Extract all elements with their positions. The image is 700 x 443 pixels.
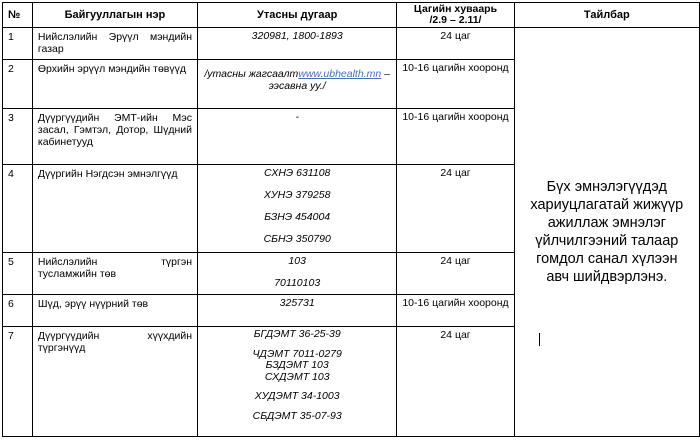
schedule-cell: 24 цаг xyxy=(397,327,514,437)
phone-cell xyxy=(198,28,397,60)
org-name: Шүд, эрүү нүүрний төв xyxy=(32,295,197,327)
org-name: Нийслэлийн түргэн тусламжийн төв xyxy=(32,253,197,295)
phone-number: 103 xyxy=(288,255,306,267)
org-name: Дүүргүүдийн хүүхдийн түргэнүүд xyxy=(32,327,197,437)
phone-number: СХДЭМТ 103 xyxy=(264,370,330,383)
row-number: 5 xyxy=(3,253,33,295)
phone-number: ЧДЭМТ 7011-0279 xyxy=(252,347,342,360)
phone-number: - xyxy=(295,111,299,123)
schedule-cell: 10-16 цагийн хооронд xyxy=(397,295,514,327)
note-cell xyxy=(514,28,699,437)
phone-number: 325731 xyxy=(279,297,315,309)
phone-cell xyxy=(198,109,397,165)
header-schedule xyxy=(397,3,514,28)
row-number: 1 xyxy=(3,28,33,60)
phone-number: СБНЭ 350790 xyxy=(263,233,331,245)
row-number: 3 xyxy=(3,109,33,165)
header-schedule-dates: /2.9 – 2.11/ xyxy=(429,14,482,26)
info-table xyxy=(2,2,700,437)
text-cursor xyxy=(539,333,540,346)
phone-cell xyxy=(198,60,397,109)
schedule-cell: 10-16 цагийн хооронд xyxy=(397,109,514,165)
org-name: Нийслэлийн Эрүүл мэндийн газар xyxy=(32,28,197,60)
row-number: 6 xyxy=(3,295,33,327)
header-name: Байгууллагын нэр xyxy=(32,3,197,28)
phone-number: БЗДЭМТ 103 xyxy=(265,359,329,371)
org-name: Өрхийн эрүүл мэндийн төвүүд xyxy=(32,60,197,109)
header-phone: Утасны дугаар xyxy=(198,3,397,28)
header-row xyxy=(3,3,700,28)
row-number: 7 xyxy=(3,327,33,437)
phone-cell xyxy=(198,327,397,437)
schedule-cell: 24 цаг xyxy=(397,28,514,60)
phone-list-note: /утасны жагсаалт xyxy=(204,68,299,80)
phone-number: 320981, 1800-1893 xyxy=(251,30,343,42)
ubhealth-link[interactable]: www.ubhealth.mn xyxy=(298,68,382,80)
org-name: Дүүргүүдийн ЭМТ-ийн Мэс засал, Гэмтэл, Дотор, Шүдний кабинетууд xyxy=(32,109,197,165)
schedule-cell: 24 цаг xyxy=(397,253,514,295)
note-text: Бүх эмнэлэгүүдэд хариуцлагатай жижүүр ажиллаж эмнэлэг үйлчилгээний талаар гомдол санал хүлээн авч шийдвэрлэнэ. xyxy=(530,179,684,285)
schedule-cell: 10-16 цагийн хооронд xyxy=(397,60,514,109)
phone-cell xyxy=(198,253,397,295)
phone-number: БГДЭМТ 36-25-39 xyxy=(253,328,341,340)
header-no: № xyxy=(3,3,33,28)
header-schedule-title: Цагийн хуваарь xyxy=(413,3,498,15)
row-number: 2 xyxy=(3,60,33,109)
phone-number: 70110103 xyxy=(274,277,321,289)
phone-number: БЗНЭ 454004 xyxy=(264,211,331,223)
table-row xyxy=(3,28,700,60)
header-note: Тайлбар xyxy=(514,3,699,28)
phone-number: СХНЭ 631108 xyxy=(263,167,331,179)
phone-cell xyxy=(198,165,397,253)
schedule-cell: 24 цаг xyxy=(397,165,514,253)
phone-number: ХУНЭ 379258 xyxy=(263,189,331,201)
org-name: Дүүргийн Нэгдсэн эмнэлгүүд xyxy=(32,165,197,253)
phone-list-note-end: – ээсавна уу./ xyxy=(268,68,390,92)
row-number: 4 xyxy=(3,165,33,253)
phone-cell xyxy=(198,295,397,327)
phone-number: СБДЭМТ 35-07-93 xyxy=(252,409,342,422)
phone-number: ХУДЭМТ 34-1003 xyxy=(254,390,340,402)
